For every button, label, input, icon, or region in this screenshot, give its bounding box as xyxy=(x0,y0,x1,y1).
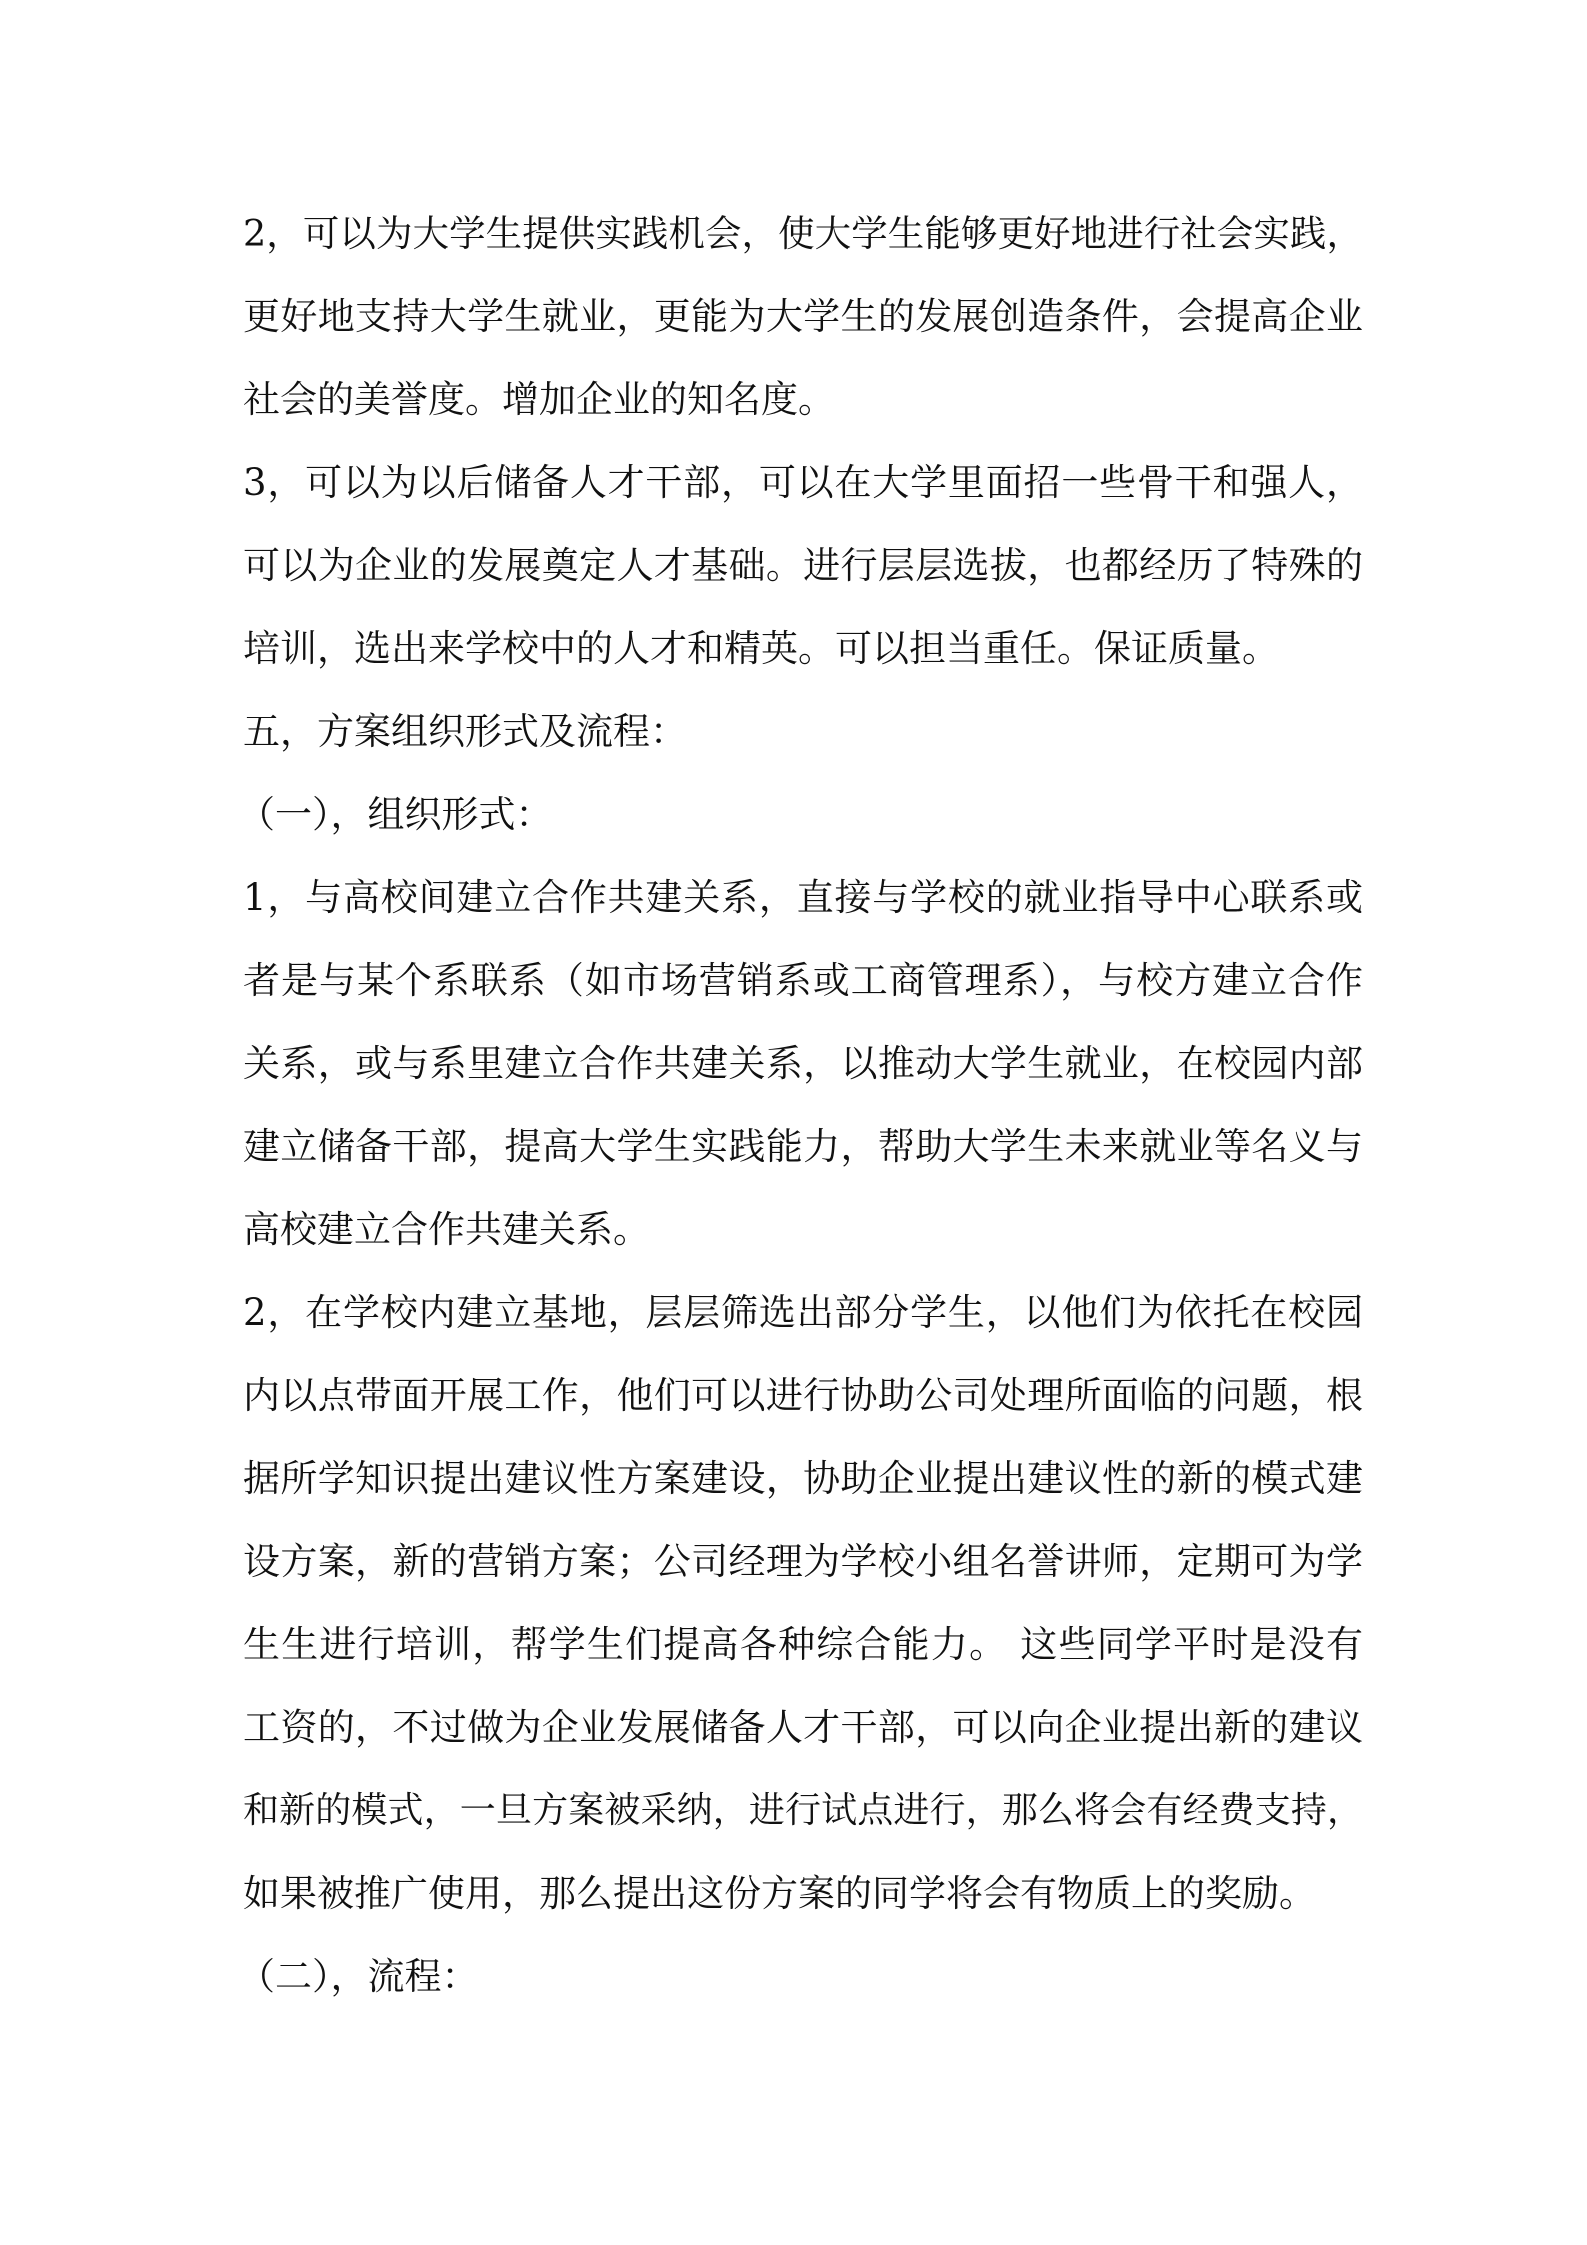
text-line: 可以为企业的发展奠定人才基础。进行层层选拔，也都经历了特殊的 xyxy=(243,544,1363,587)
text-line: 高校建立合作共建关系。 xyxy=(243,1208,650,1251)
text-line: 内以点带面开展工作，他们可以进行协助公司处理所面临的问题，根 xyxy=(243,1374,1363,1417)
text-line: 关系，或与系里建立合作共建关系，以推动大学生就业，在校园内部 xyxy=(243,1042,1363,1085)
text-line: 设方案，新的营销方案；公司经理为学校小组名誉讲师，定期可为学 xyxy=(243,1540,1363,1583)
text-line: 2，可以为大学生提供实践机会，使大学生能够更好地进行社会实践， xyxy=(243,212,1363,255)
text-line: 工资的，不过做为企业发展储备人才干部，可以向企业提出新的建议 xyxy=(243,1706,1363,1749)
text-line: 和新的模式，一旦方案被采纳，进行试点进行，那么将会有经费支持， xyxy=(243,1790,1363,1831)
text-line: 2，在学校内建立基地，层层筛选出部分学生，以他们为依托在校园 xyxy=(243,1291,1363,1334)
text-line: 1，与高校间建立合作共建关系，直接与学校的就业指导中心联系或 xyxy=(243,876,1363,919)
text-line: 3，可以为以后储备人才干部，可以在大学里面招一些骨干和强人， xyxy=(243,461,1363,504)
text-line: 培训，选出来学校中的人才和精英。可以担当重任。保证质量。 xyxy=(243,627,1279,670)
text-line: 建立储备干部，提高大学生实践能力，帮助大学生未来就业等名义与 xyxy=(243,1125,1363,1168)
text-line: 社会的美誉度。增加企业的知名度。 xyxy=(243,378,835,421)
section-heading: 五，方案组织形式及流程： xyxy=(243,710,687,753)
subsection-heading: （二），流程： xyxy=(238,1955,479,1998)
text-line: 如果被推广使用，那么提出这份方案的同学将会有物质上的奖励。 xyxy=(243,1872,1316,1915)
text-line: 更好地支持大学生就业，更能为大学生的发展创造条件，会提高企业 xyxy=(243,295,1363,338)
subsection-heading: （一），组织形式： xyxy=(238,793,553,836)
text-line: 者是与某个系联系（如市场营销系或工商管理系），与校方建立合作 xyxy=(243,959,1363,1002)
text-line: 生生进行培训，帮学生们提高各种综合能力。 这些同学平时是没有 xyxy=(243,1623,1363,1666)
text-line: 据所学知识提出建议性方案建设，协助企业提出建议性的新的模式建 xyxy=(243,1457,1363,1500)
